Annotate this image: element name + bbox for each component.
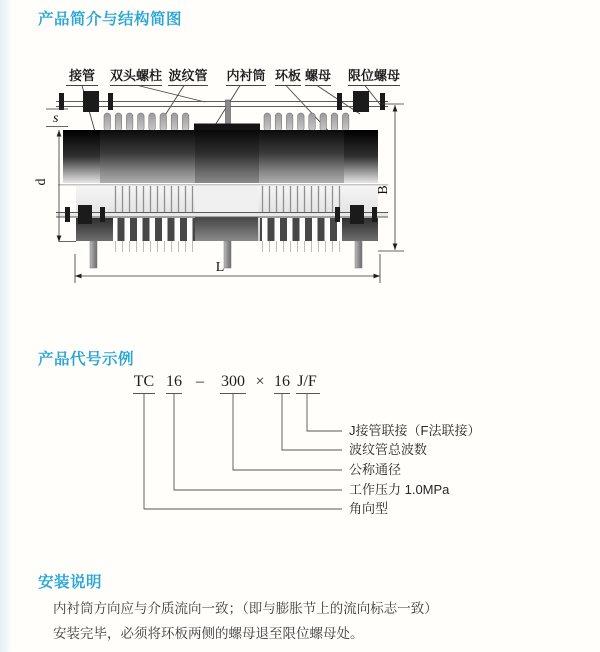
code-parts	[134, 373, 317, 390]
code-connector-lines	[144, 394, 342, 509]
label-xianwei-luomu: 限位螺母	[347, 68, 401, 83]
code-part-TC: TC	[133, 373, 155, 390]
label-shuangtou: 双头螺柱	[109, 68, 163, 83]
dim-d-label: d	[34, 178, 49, 186]
inner-liner-band	[194, 124, 260, 131]
install-instructions	[53, 596, 438, 646]
callout-pressure: 工作压力 1.0MPa	[349, 482, 450, 497]
diagram-part-labels	[68, 68, 400, 83]
code-part-dash: –	[196, 373, 204, 390]
label-huanban: 环板	[274, 68, 302, 83]
callout-type: 角向型	[349, 501, 389, 516]
label-bowenguan: 波纹管	[168, 68, 208, 83]
pipe-collar-left	[63, 130, 100, 183]
dimension-s	[46, 109, 68, 127]
code-part-300: 300	[221, 373, 245, 390]
code-part-JF: J/F	[297, 373, 317, 390]
dimension-B	[376, 104, 404, 251]
dim-L-label: L	[215, 260, 225, 275]
section-title-install: 安装说明	[38, 574, 103, 591]
callout-wave-count: 波纹管总波数	[349, 442, 428, 457]
pipe-collar-right	[344, 130, 378, 183]
inner-liner-band-bottom	[195, 215, 258, 241]
code-part-x: ×	[255, 373, 265, 390]
code-part-16a: 16	[166, 373, 182, 390]
body-upper-half	[63, 124, 378, 184]
callout-connection: J接管联接（F法联接）	[349, 423, 481, 438]
code-callouts	[349, 423, 480, 516]
structure-diagram	[28, 60, 468, 310]
dim-s-label: s	[53, 111, 59, 126]
install-line-1: 内衬筒方向应与介质流向一致；（即与膨胀节上的流向标志一致）	[53, 601, 438, 616]
code-part-16b: 16	[274, 373, 290, 390]
section-title-intro: 产品简介与结构简图	[38, 11, 183, 28]
label-luomu: 螺母	[304, 68, 332, 83]
label-neichentong: 内衬筒	[226, 68, 266, 83]
product-code-diagram	[108, 370, 528, 530]
install-line-2: 安装完毕，必须将环板两侧的螺母退至限位螺母处。	[53, 626, 364, 641]
center-axis	[58, 183, 388, 185]
body-lower-half	[56, 186, 388, 268]
tie-rod-top	[56, 91, 388, 112]
page-edge-tint	[0, 0, 12, 652]
section-title-code: 产品代号示例	[38, 351, 135, 368]
dim-B-label: B	[376, 185, 391, 195]
callout-diameter: 公称通径	[349, 462, 402, 477]
label-jieguan: 接管	[68, 68, 96, 83]
